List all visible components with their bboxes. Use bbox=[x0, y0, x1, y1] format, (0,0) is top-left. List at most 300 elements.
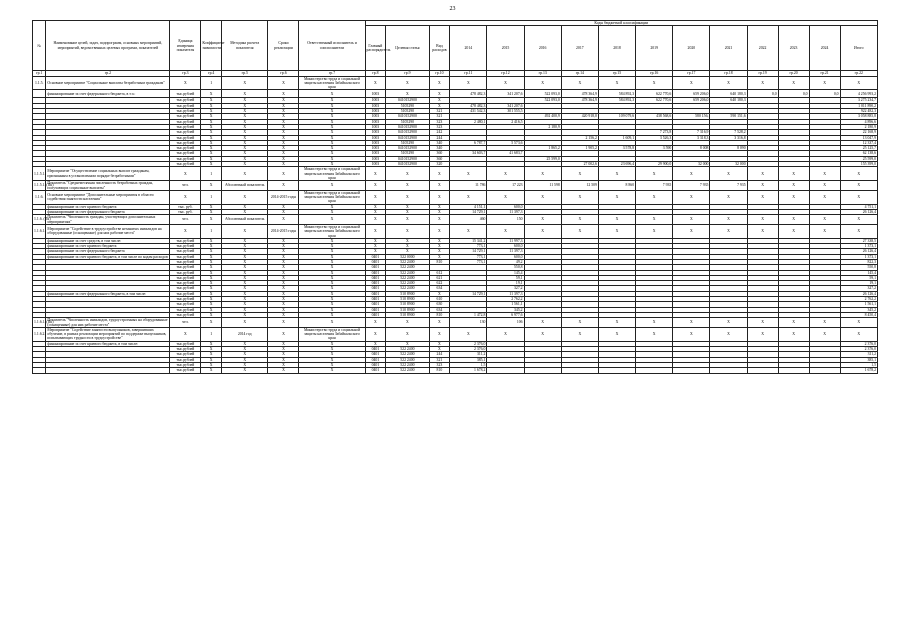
table-cell: X bbox=[673, 327, 710, 341]
table-cell: X bbox=[299, 368, 365, 373]
header-cell: 2022 bbox=[747, 26, 778, 71]
table-cell: 1003 bbox=[365, 151, 386, 156]
table-cell: 0,0 bbox=[809, 90, 840, 98]
table-row bbox=[33, 90, 878, 98]
table-cell: 150 bbox=[487, 215, 524, 225]
table-cell: X bbox=[299, 357, 365, 362]
table-cell: 32 000 bbox=[673, 162, 710, 167]
table-cell: X bbox=[365, 238, 386, 243]
table-cell: X bbox=[747, 167, 778, 181]
table-cell bbox=[487, 368, 524, 373]
table-cell: X bbox=[201, 362, 222, 367]
table-cell: 0401 bbox=[365, 312, 386, 317]
table-cell bbox=[33, 90, 46, 98]
table-cell: X bbox=[673, 224, 710, 238]
table-cell: X bbox=[222, 318, 268, 328]
table-cell: финансирование за счет краевого бюджета, в том числе по кодам расходов bbox=[46, 254, 170, 259]
table-cell: 244 bbox=[429, 135, 450, 140]
table-cell: X bbox=[201, 151, 222, 156]
table-cell: X bbox=[268, 244, 299, 249]
table-cell: 7 273,8 bbox=[636, 130, 673, 135]
table-cell: X bbox=[268, 254, 299, 259]
table-cell: X bbox=[299, 238, 365, 243]
table-body bbox=[33, 76, 878, 373]
table-cell: 2014 год bbox=[222, 327, 268, 341]
table-cell: X bbox=[524, 76, 561, 90]
table-cell: Министерство труда и социальной защиты населения Забайкальского края bbox=[299, 190, 365, 204]
table-cell: X bbox=[268, 352, 299, 357]
header-cell: 2024 bbox=[809, 26, 840, 71]
table-cell: X bbox=[747, 318, 778, 328]
table-cell: X bbox=[268, 312, 299, 317]
table-cell: 922 482,3 bbox=[840, 109, 877, 114]
table-row bbox=[33, 224, 878, 238]
table-cell: тыс.рублей bbox=[170, 151, 201, 156]
table-cell: X bbox=[561, 190, 598, 204]
table-cell: 14 729,1 bbox=[450, 249, 487, 254]
table-cell: 634 bbox=[429, 307, 450, 312]
table-cell: X bbox=[299, 215, 365, 225]
table-cell: X bbox=[386, 76, 429, 90]
table-cell: 22 168,9 bbox=[840, 130, 877, 135]
table-cell: тыс.рублей bbox=[170, 275, 201, 280]
table-cell bbox=[46, 368, 170, 373]
table-cell: X bbox=[299, 162, 365, 167]
table-cell: 49,2 bbox=[487, 259, 524, 264]
table-cell: 145,4 bbox=[487, 270, 524, 275]
table-cell: 492 400,9 bbox=[524, 114, 561, 119]
table-cell: Министерство труда и социальной защиты населения Забайкальского края bbox=[299, 327, 365, 341]
table-cell: 0410152900 bbox=[386, 135, 429, 140]
table-cell: X bbox=[201, 302, 222, 307]
table-cell: Министерство труда и социальной защиты населения Забайкальского края bbox=[299, 76, 365, 90]
table-cell: X bbox=[299, 114, 365, 119]
table-cell: 0401 bbox=[365, 302, 386, 307]
table-cell: 3 275 234,7 bbox=[840, 98, 877, 103]
table-cell: X bbox=[268, 318, 299, 328]
table-cell: X bbox=[429, 210, 450, 215]
table-cell: 12 337,4 bbox=[840, 140, 877, 145]
table-cell: X bbox=[268, 210, 299, 215]
table-cell: X bbox=[386, 190, 429, 204]
table-cell: тыс.рублей bbox=[170, 302, 201, 307]
table-cell: X bbox=[268, 140, 299, 145]
header-cell: 2015 bbox=[487, 26, 524, 71]
header-cell: Вид расходов bbox=[429, 26, 450, 71]
table-cell: X bbox=[201, 109, 222, 114]
table-cell: 26 126,4 bbox=[840, 249, 877, 254]
table-cell: X bbox=[299, 265, 365, 270]
column-number: гр.21 bbox=[809, 71, 840, 76]
table-cell: X bbox=[299, 119, 365, 124]
table-cell: X bbox=[222, 302, 268, 307]
table-cell: X bbox=[598, 190, 635, 204]
table-cell: X bbox=[170, 327, 201, 341]
table-cell: 510 8900 bbox=[386, 302, 429, 307]
table-cell: 510 8900 bbox=[386, 291, 429, 296]
table-cell: 360 bbox=[429, 151, 450, 156]
table-cell: 600,0 bbox=[487, 244, 524, 249]
table-cell: Показатель "Численность граждан, участвующих дополнительных мероприятиях" bbox=[46, 215, 170, 225]
table-cell: X bbox=[809, 167, 840, 181]
table-cell: тыс.рублей bbox=[170, 312, 201, 317]
table-cell: 345,2 bbox=[487, 307, 524, 312]
table-cell: 0401 bbox=[365, 352, 386, 357]
table-cell: 19,1 bbox=[840, 281, 877, 286]
table-cell: X bbox=[429, 181, 450, 191]
table-cell: 510 8900 bbox=[386, 312, 429, 317]
table-cell: X bbox=[673, 76, 710, 90]
table-cell: 1003 bbox=[365, 146, 386, 151]
table-cell: X bbox=[201, 291, 222, 296]
budget-table bbox=[32, 20, 878, 374]
table-cell: 0401 bbox=[365, 275, 386, 280]
table-cell: X bbox=[201, 307, 222, 312]
table-cell: X bbox=[299, 318, 365, 328]
table-cell: X bbox=[487, 190, 524, 204]
table-cell: X bbox=[299, 302, 365, 307]
table-cell: тыс.рублей bbox=[170, 347, 201, 352]
table-cell: X bbox=[450, 190, 487, 204]
table-cell: X bbox=[299, 156, 365, 161]
table-cell: X bbox=[222, 368, 268, 373]
table-cell: X bbox=[268, 281, 299, 286]
table-cell: 1003 bbox=[365, 109, 386, 114]
table-cell: X bbox=[222, 98, 268, 103]
table-cell: X bbox=[268, 270, 299, 275]
table-cell: X bbox=[222, 297, 268, 302]
header-cell: Сроки реализации bbox=[268, 21, 299, 71]
table-cell: X bbox=[201, 318, 222, 328]
table-cell: X bbox=[524, 224, 561, 238]
table-cell: X bbox=[299, 352, 365, 357]
table-cell: X bbox=[450, 224, 487, 238]
table-cell: 822,3 bbox=[840, 259, 877, 264]
table-cell: X bbox=[365, 167, 386, 181]
table-cell: 522 2400 bbox=[386, 362, 429, 367]
table-cell: 522 093,0 bbox=[524, 90, 561, 98]
table-cell: X bbox=[222, 162, 268, 167]
table-cell: 621 bbox=[429, 275, 450, 280]
table-cell: 3 590 bbox=[636, 146, 673, 151]
table-cell: 360 bbox=[429, 156, 450, 161]
table-cell: X bbox=[429, 76, 450, 90]
table-cell: 1.1.6. bbox=[33, 190, 46, 204]
column-number: гр.12 bbox=[487, 71, 524, 76]
table-cell: 62 138,6 bbox=[840, 151, 877, 156]
table-cell: X bbox=[201, 119, 222, 124]
table-cell: тыс.рублей bbox=[170, 244, 201, 249]
table-cell: X bbox=[201, 275, 222, 280]
table-cell: 0410152900 bbox=[386, 156, 429, 161]
table-cell: 321 bbox=[429, 114, 450, 119]
table-cell: 600,0 bbox=[487, 204, 524, 209]
table-cell: X bbox=[299, 140, 365, 145]
table-cell: X bbox=[299, 146, 365, 151]
table-cell: X bbox=[170, 76, 201, 90]
table-cell: X bbox=[268, 327, 299, 341]
table-cell: 244 bbox=[429, 352, 450, 357]
table-cell bbox=[524, 368, 561, 373]
table-cell: X bbox=[268, 130, 299, 135]
table-cell: 1 373,1 bbox=[840, 254, 877, 259]
table-cell: 11 397,3 bbox=[487, 210, 524, 215]
table-cell: X bbox=[201, 135, 222, 140]
table-cell: 522 2400 bbox=[386, 352, 429, 357]
column-number: гр.14 bbox=[561, 71, 598, 76]
table-cell: X bbox=[809, 181, 840, 191]
column-number: гр.19 bbox=[747, 71, 778, 76]
table-cell: тыс.рублей bbox=[170, 286, 201, 291]
table-cell: X bbox=[365, 210, 386, 215]
table-cell: 522 2400 bbox=[386, 357, 429, 362]
table-cell: 17 223 bbox=[487, 181, 524, 191]
table-cell bbox=[33, 368, 46, 373]
table-cell: 2 762,2 bbox=[487, 297, 524, 302]
table-cell: X bbox=[222, 124, 268, 129]
table-cell: 321 bbox=[429, 357, 450, 362]
table-cell: 1 678,2 bbox=[840, 368, 877, 373]
table-cell: Мероприятие "Содействие в трудоустройстве незанятых инвалидов на оборудованные (оснащенные) для них рабочие места" bbox=[46, 224, 170, 238]
table-cell: 0401 bbox=[365, 297, 386, 302]
table-cell: X bbox=[636, 167, 673, 181]
table-cell: X bbox=[386, 210, 429, 215]
table-cell: тыс.рублей bbox=[170, 130, 201, 135]
table-cell: X bbox=[222, 109, 268, 114]
table-cell: 1.1.5.1. (Пк) bbox=[33, 181, 46, 191]
table-cell: 0401 bbox=[365, 368, 386, 373]
table-row bbox=[33, 327, 878, 341]
table-cell: 2 180,9 bbox=[840, 124, 877, 129]
table-cell: 1003 bbox=[365, 114, 386, 119]
table-cell: 1,5 bbox=[840, 362, 877, 367]
table-cell: X bbox=[299, 275, 365, 280]
table-cell: 1.1.6. (Пк) bbox=[33, 215, 46, 225]
table-cell: X bbox=[598, 318, 635, 328]
table-cell: 1 bbox=[201, 327, 222, 341]
table-cell: 8 860 bbox=[598, 181, 635, 191]
table-cell: 2014-2015 годы bbox=[268, 224, 299, 238]
table-cell: 0401 bbox=[365, 286, 386, 291]
table-cell: 155 399,0 bbox=[840, 162, 877, 167]
table-cell: 1003 bbox=[365, 156, 386, 161]
table-cell: 340 bbox=[429, 146, 450, 151]
table-cell: X bbox=[487, 167, 524, 181]
table-header bbox=[33, 21, 878, 77]
table-cell: 25 125,7 bbox=[840, 146, 877, 151]
table-cell: X bbox=[268, 259, 299, 264]
table-cell: X bbox=[268, 362, 299, 367]
table-cell: X bbox=[170, 224, 201, 238]
table-cell: X bbox=[429, 215, 450, 225]
table-cell: X bbox=[386, 318, 429, 328]
table-cell: 1 bbox=[201, 76, 222, 90]
table-cell: 522 2400 bbox=[386, 368, 429, 373]
table-cell: 341 207,6 bbox=[487, 103, 524, 108]
table-cell: 1 609,1 bbox=[598, 135, 635, 140]
table-cell: X bbox=[268, 90, 299, 98]
table-cell: тыс.рублей bbox=[170, 162, 201, 167]
table-cell: X bbox=[201, 162, 222, 167]
table-cell: X bbox=[710, 327, 747, 341]
table-cell: 1003 bbox=[365, 162, 386, 167]
table-cell: 0410152900 bbox=[386, 114, 429, 119]
table-cell: X bbox=[268, 167, 299, 181]
table-cell: 26 126,4 bbox=[840, 210, 877, 215]
table-cell: 1003 bbox=[365, 124, 386, 129]
table-cell: 0401 bbox=[365, 291, 386, 296]
header-cell: 2018 bbox=[598, 26, 635, 71]
table-cell: чел. bbox=[170, 181, 201, 191]
table-cell: 11 397,3 bbox=[487, 249, 524, 254]
table-cell: 7 316,9 bbox=[673, 130, 710, 135]
table-cell: 1 bbox=[201, 224, 222, 238]
table-cell: X bbox=[201, 238, 222, 243]
table-cell: 1 011 890,2 bbox=[840, 103, 877, 108]
table-cell: X bbox=[299, 244, 365, 249]
table-cell: X bbox=[365, 341, 386, 346]
table-cell: X bbox=[222, 291, 268, 296]
header-cell: Методика расчета показателя bbox=[222, 21, 268, 71]
table-cell: X bbox=[201, 210, 222, 215]
table-cell: X bbox=[429, 254, 450, 259]
table-cell: 8 008 bbox=[673, 146, 710, 151]
table-cell: X bbox=[299, 307, 365, 312]
table-cell: 1.1.5.1. bbox=[33, 167, 46, 181]
table-cell: 5 573,6 bbox=[487, 140, 524, 145]
header-cell: 2016 bbox=[524, 26, 561, 71]
table-cell: 590 151,6 bbox=[710, 114, 747, 119]
page-number: 23 bbox=[449, 6, 456, 12]
table-cell: тыс.рублей bbox=[170, 368, 201, 373]
table-cell bbox=[598, 368, 635, 373]
table-cell: X bbox=[561, 224, 598, 238]
table-cell: 0401 bbox=[365, 281, 386, 286]
table-cell: 1.1.6.2. bbox=[33, 327, 46, 341]
table-cell: X bbox=[268, 124, 299, 129]
table-cell: финансирование за счет средств, в том числе: bbox=[46, 238, 170, 243]
table-cell: 659 206,0 bbox=[673, 90, 710, 98]
table-cell: X bbox=[222, 135, 268, 140]
table-cell: 5105290 bbox=[386, 109, 429, 114]
table-cell: X bbox=[598, 215, 635, 225]
table-cell: 25 599,0 bbox=[524, 156, 561, 161]
table-cell: X bbox=[710, 215, 747, 225]
table-cell: X bbox=[222, 210, 268, 215]
table-cell: X bbox=[386, 204, 429, 209]
table-cell: 1,5 bbox=[450, 362, 487, 367]
table-cell: X bbox=[222, 114, 268, 119]
table-cell: X bbox=[170, 190, 201, 204]
table-cell: 431 542,3 bbox=[450, 109, 487, 114]
table-cell: X bbox=[747, 215, 778, 225]
table-cell: X bbox=[365, 76, 386, 90]
table-cell: 1 561,1 bbox=[840, 302, 877, 307]
table-cell: X bbox=[268, 302, 299, 307]
table-cell: X bbox=[673, 190, 710, 204]
table-cell: X bbox=[840, 181, 877, 191]
table-cell: X bbox=[429, 98, 450, 103]
table-cell: X bbox=[201, 357, 222, 362]
table-cell: 773,1 bbox=[450, 254, 487, 259]
table-cell: 1003 bbox=[365, 98, 386, 103]
column-number: гр.15 bbox=[598, 71, 635, 76]
header-cell: Ответственный исполнитель и соисполнители bbox=[299, 21, 365, 71]
table-cell: X bbox=[299, 135, 365, 140]
table-cell: X bbox=[809, 224, 840, 238]
table-cell: тыс.рублей bbox=[170, 281, 201, 286]
table-cell: 8 090 bbox=[710, 146, 747, 151]
table-cell bbox=[710, 368, 747, 373]
header-cell: 2017 bbox=[561, 26, 598, 71]
table-cell: 242 bbox=[429, 130, 450, 135]
column-number: гр.10 bbox=[429, 71, 450, 76]
table-cell: X bbox=[299, 286, 365, 291]
table-cell: 460 bbox=[450, 215, 487, 225]
header-cell: Главный распорядитель bbox=[365, 26, 386, 71]
table-cell: 1 472,8 bbox=[450, 312, 487, 317]
table-cell: 2 376,0 bbox=[840, 347, 877, 352]
table-cell: X bbox=[222, 167, 268, 181]
table-cell: Показатель "Численность инвалидов, трудоустроенных на оборудованные (оснащенные) для них рабочие места" bbox=[46, 318, 170, 328]
table-cell: тыс.рублей bbox=[170, 98, 201, 103]
table-cell: X bbox=[299, 204, 365, 209]
table-cell: 1 bbox=[201, 167, 222, 181]
table-cell: X bbox=[201, 259, 222, 264]
table-cell: X bbox=[598, 327, 635, 341]
table-cell: 0401 bbox=[365, 362, 386, 367]
table-cell: 1.1.6.1. (Пк) bbox=[33, 318, 46, 328]
table-cell: Министерство труда и социальной защиты населения Забайкальского края bbox=[299, 224, 365, 238]
table-cell: тыс.рублей bbox=[170, 90, 201, 98]
table-cell: Абсолютный показатель bbox=[222, 215, 268, 225]
table-cell bbox=[809, 368, 840, 373]
table-cell: X bbox=[222, 352, 268, 357]
table-cell: 11 397,3 bbox=[487, 291, 524, 296]
table-cell: тыс.рублей bbox=[170, 254, 201, 259]
table-cell: 634 bbox=[429, 286, 450, 291]
table-cell: 6 787,7 bbox=[450, 140, 487, 145]
table-cell: 1 373,1 bbox=[840, 244, 877, 249]
column-number: гр.13 bbox=[524, 71, 561, 76]
table-cell: 659 206,0 bbox=[673, 98, 710, 103]
table-cell: X bbox=[429, 167, 450, 181]
table-cell: 522 2400 bbox=[386, 286, 429, 291]
table-cell: X bbox=[201, 281, 222, 286]
table-cell: 311,2 bbox=[840, 352, 877, 357]
table-cell: 385,1 bbox=[450, 357, 487, 362]
table-cell: X bbox=[299, 312, 365, 317]
table-cell: X bbox=[487, 76, 524, 90]
table-cell: X bbox=[268, 341, 299, 346]
table-cell: 773,1 bbox=[450, 259, 487, 264]
table-cell: X bbox=[268, 146, 299, 151]
table-cell: X bbox=[778, 181, 809, 191]
table-cell: X bbox=[673, 215, 710, 225]
table-cell: 478 482,3 bbox=[450, 90, 487, 98]
table-cell: 7 528,2 bbox=[710, 130, 747, 135]
table-cell: тыс.рублей bbox=[170, 103, 201, 108]
table-cell: X bbox=[386, 167, 429, 181]
table-cell: 478 364,9 bbox=[561, 98, 598, 103]
table-cell: 5105290 bbox=[386, 103, 429, 108]
table-cell: X bbox=[201, 130, 222, 135]
table-cell: X bbox=[429, 224, 450, 238]
table-cell: X bbox=[386, 327, 429, 341]
header-cell: № bbox=[33, 21, 46, 71]
table-cell: X bbox=[268, 98, 299, 103]
table-cell: финансирование за счет краевого бюджета, в том числе: bbox=[46, 341, 170, 346]
